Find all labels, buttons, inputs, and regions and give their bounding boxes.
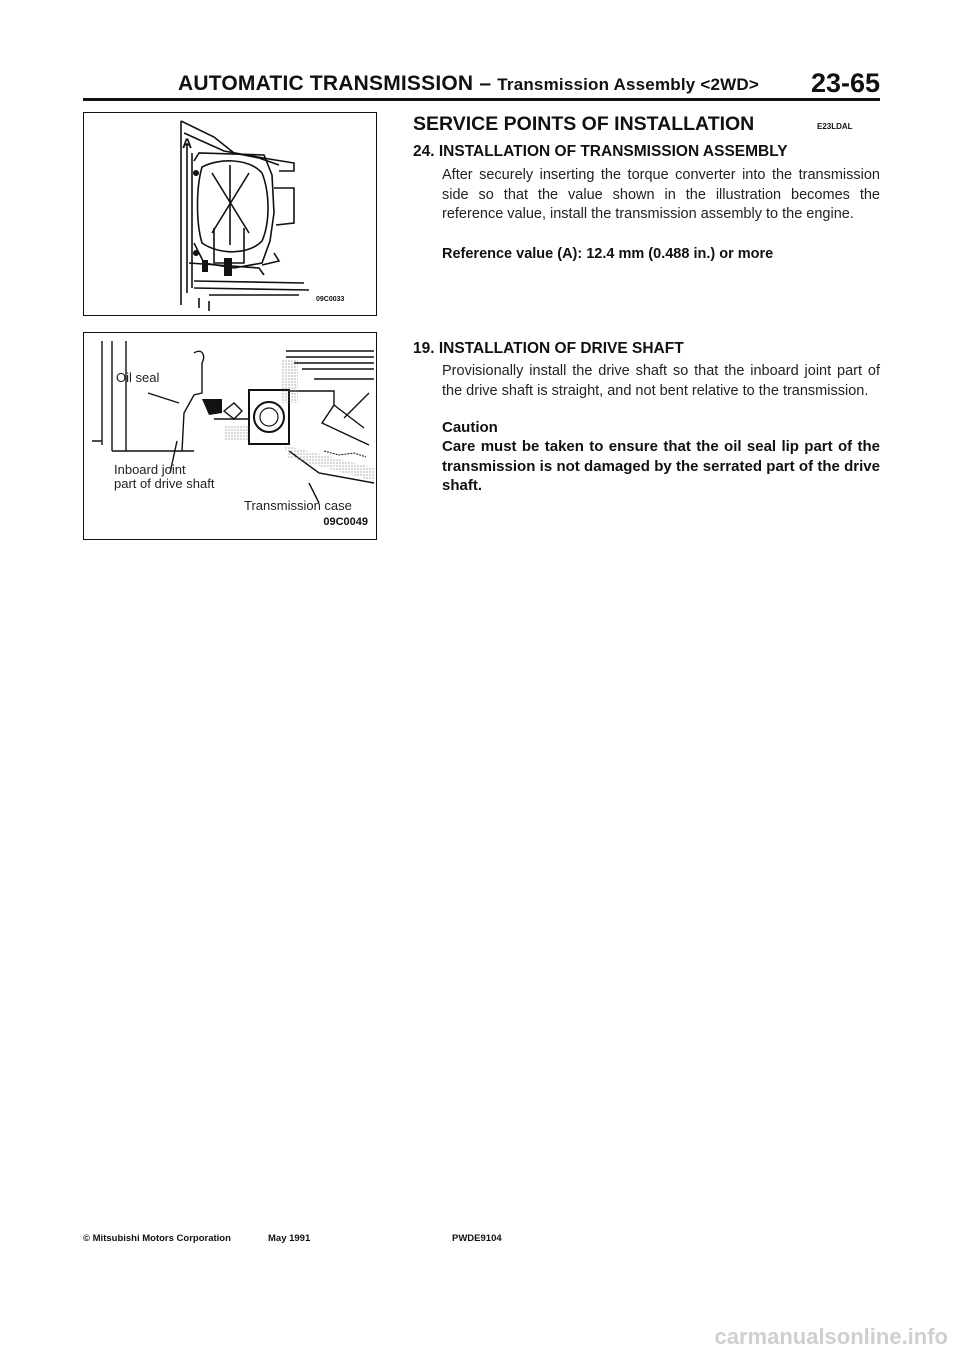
label-inboard-joint-line2: part of drive shaft	[114, 476, 215, 491]
caution-heading: Caution	[442, 419, 498, 436]
figure-code: 09C0049	[323, 516, 368, 528]
torque-converter-drawing	[84, 113, 378, 317]
header-rule	[83, 98, 880, 101]
label-inboard-joint-line1: Inboard joint	[114, 462, 186, 477]
page-number: 23-65	[810, 68, 880, 98]
footer-doc-code: PWDE9104	[452, 1233, 502, 1244]
caution-body: Care must be taken to ensure that the oil seal lip part of the transmission is not damaged by the serrated part of the drive shaft.	[442, 438, 880, 494]
step-19-title: 19. INSTALLATION OF DRIVE SHAFT	[413, 340, 684, 357]
header-title-main: AUTOMATIC TRANSMISSION –	[178, 72, 498, 95]
figure-torque-converter	[83, 112, 377, 316]
reference-value: Reference value (A): 12.4 mm (0.488 in.) or more	[442, 246, 774, 262]
header-title-sub: Transmission Assembly <2WD>	[497, 75, 759, 94]
step-19-body: Provisionally install the drive shaft so that the inboard joint part of the drive shaft is straight, and not bent relative to the transmission.	[442, 363, 880, 399]
watermark: carmanualsonline.info	[714, 1324, 948, 1349]
figure-drive-shaft	[83, 332, 377, 540]
header-title	[178, 72, 759, 96]
figure-code: 09C0033	[316, 296, 345, 303]
section-code: E23LDAL	[817, 122, 853, 131]
dimension-label-a: A	[182, 135, 193, 151]
step-24-title: 24. INSTALLATION OF TRANSMISSION ASSEMBLY	[413, 143, 788, 160]
footer-copyright: © Mitsubishi Motors Corporation	[83, 1233, 231, 1244]
footer-date: May 1991	[268, 1233, 311, 1244]
section-title: SERVICE POINTS OF INSTALLATION	[413, 113, 755, 135]
step-24-body: After securely inserting the torque converter into the transmission side so that the value shown in the illustration becomes the reference value, install the transmission assembly to the engine.	[442, 167, 880, 222]
label-transmission-case: Transmission case	[244, 498, 352, 513]
page-header	[83, 68, 880, 100]
label-oil-seal: Oil seal	[116, 370, 160, 385]
